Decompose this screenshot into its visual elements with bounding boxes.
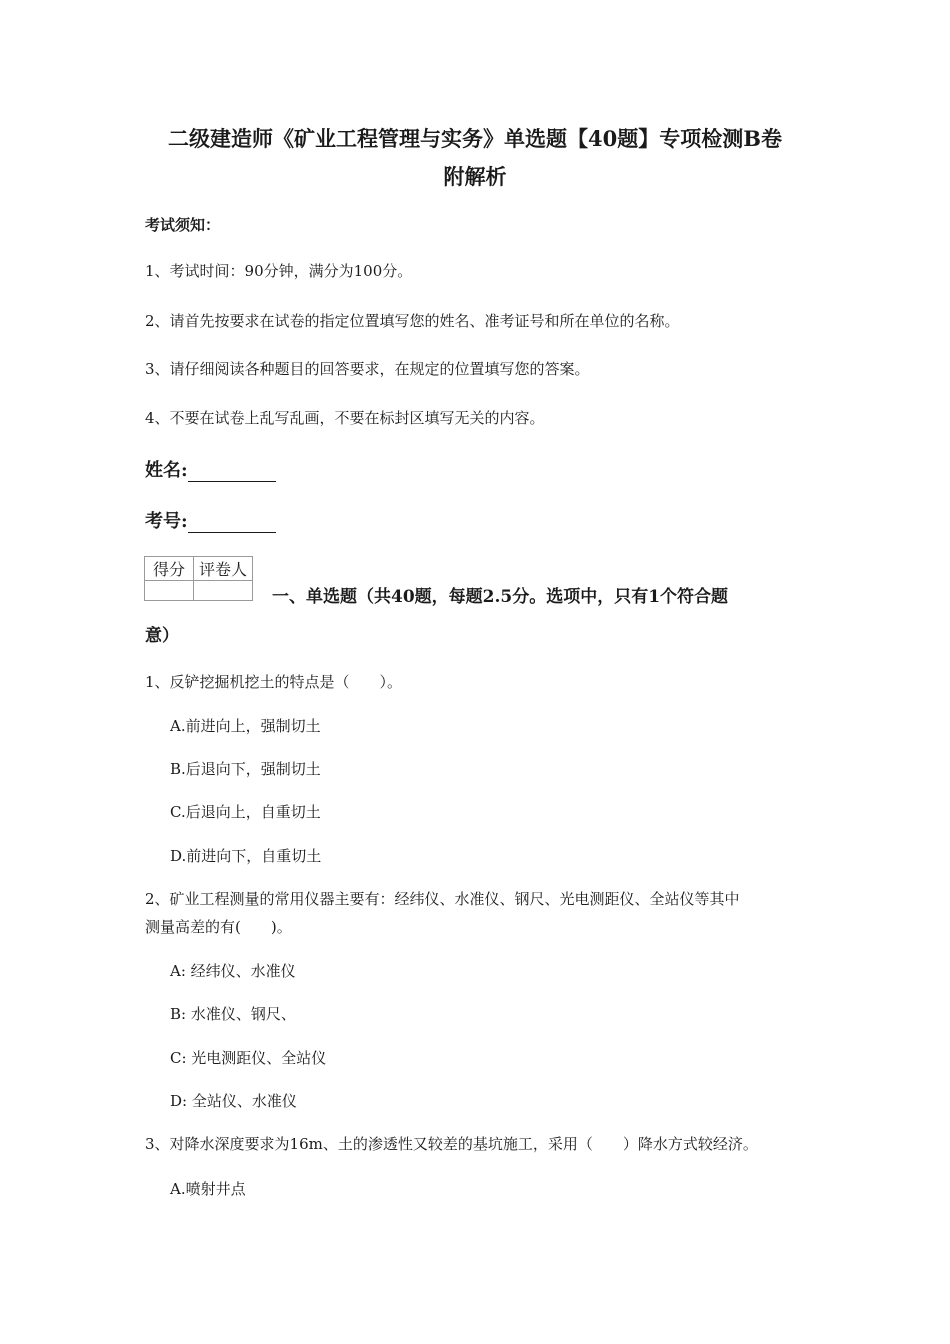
title-line-1: 二级建造师《矿业工程管理与实务》单选题【40题】专项检测B卷 bbox=[168, 126, 782, 151]
score-cell[interactable] bbox=[145, 581, 194, 601]
notice-item: 2、请首先按要求在试卷的指定位置填写您的姓名、准考证号和所在单位的名称。 bbox=[145, 312, 680, 330]
answer-option: A: 经纬仪、水准仪 bbox=[170, 962, 296, 980]
grader-cell[interactable] bbox=[194, 581, 253, 601]
answer-option: A.前进向上，强制切土 bbox=[170, 717, 321, 735]
section-heading-line-1: 一、单选题（共40题，每题2.5分。选项中，只有1个符合题 bbox=[272, 587, 729, 607]
exam-id-label: 考号: bbox=[145, 511, 188, 532]
name-label: 姓名: bbox=[145, 460, 188, 481]
name-blank[interactable] bbox=[188, 463, 276, 482]
answer-option: D.前进向下，自重切土 bbox=[170, 847, 322, 865]
answer-option: A.喷射井点 bbox=[170, 1180, 246, 1198]
notice-item: 4、不要在试卷上乱写乱画，不要在标封区填写无关的内容。 bbox=[145, 409, 545, 427]
question-stem-continued: 测量高差的有( )。 bbox=[145, 918, 292, 936]
answer-option: D: 全站仪、水准仪 bbox=[170, 1092, 297, 1110]
question-stem: 3、对降水深度要求为16m、土的渗透性又较差的基坑施工，采用（ ）降水方式较经济。 bbox=[145, 1135, 758, 1153]
answer-option: C: 光电测距仪、全站仪 bbox=[170, 1049, 327, 1067]
score-table bbox=[144, 556, 253, 601]
question-stem: 1、反铲挖掘机挖土的特点是（ ）。 bbox=[145, 673, 403, 691]
answer-option: B.后退向下，强制切土 bbox=[170, 760, 321, 778]
notice-heading: 考试须知： bbox=[145, 216, 221, 234]
notice-item: 1、考试时间：90分钟，满分为100分。 bbox=[145, 262, 413, 280]
exam-id-field[interactable] bbox=[145, 507, 276, 533]
notice-item: 3、请仔细阅读各种题目的回答要求，在规定的位置填写您的答案。 bbox=[145, 360, 590, 378]
name-field[interactable] bbox=[145, 456, 276, 482]
question-stem: 2、矿业工程测量的常用仪器主要有：经纬仪、水准仪、钢尺、光电测距仪、全站仪等其中 bbox=[145, 890, 740, 908]
exam-id-blank[interactable] bbox=[188, 514, 276, 533]
page-title bbox=[140, 120, 810, 196]
section-heading-line-2: 意） bbox=[145, 626, 179, 646]
grader-header: 评卷人 bbox=[194, 557, 253, 581]
title-line-2: 附解析 bbox=[443, 164, 507, 189]
score-header: 得分 bbox=[145, 557, 194, 581]
answer-option: C.后退向上，自重切土 bbox=[170, 803, 321, 821]
answer-option: B: 水准仪、钢尺、 bbox=[170, 1005, 296, 1023]
